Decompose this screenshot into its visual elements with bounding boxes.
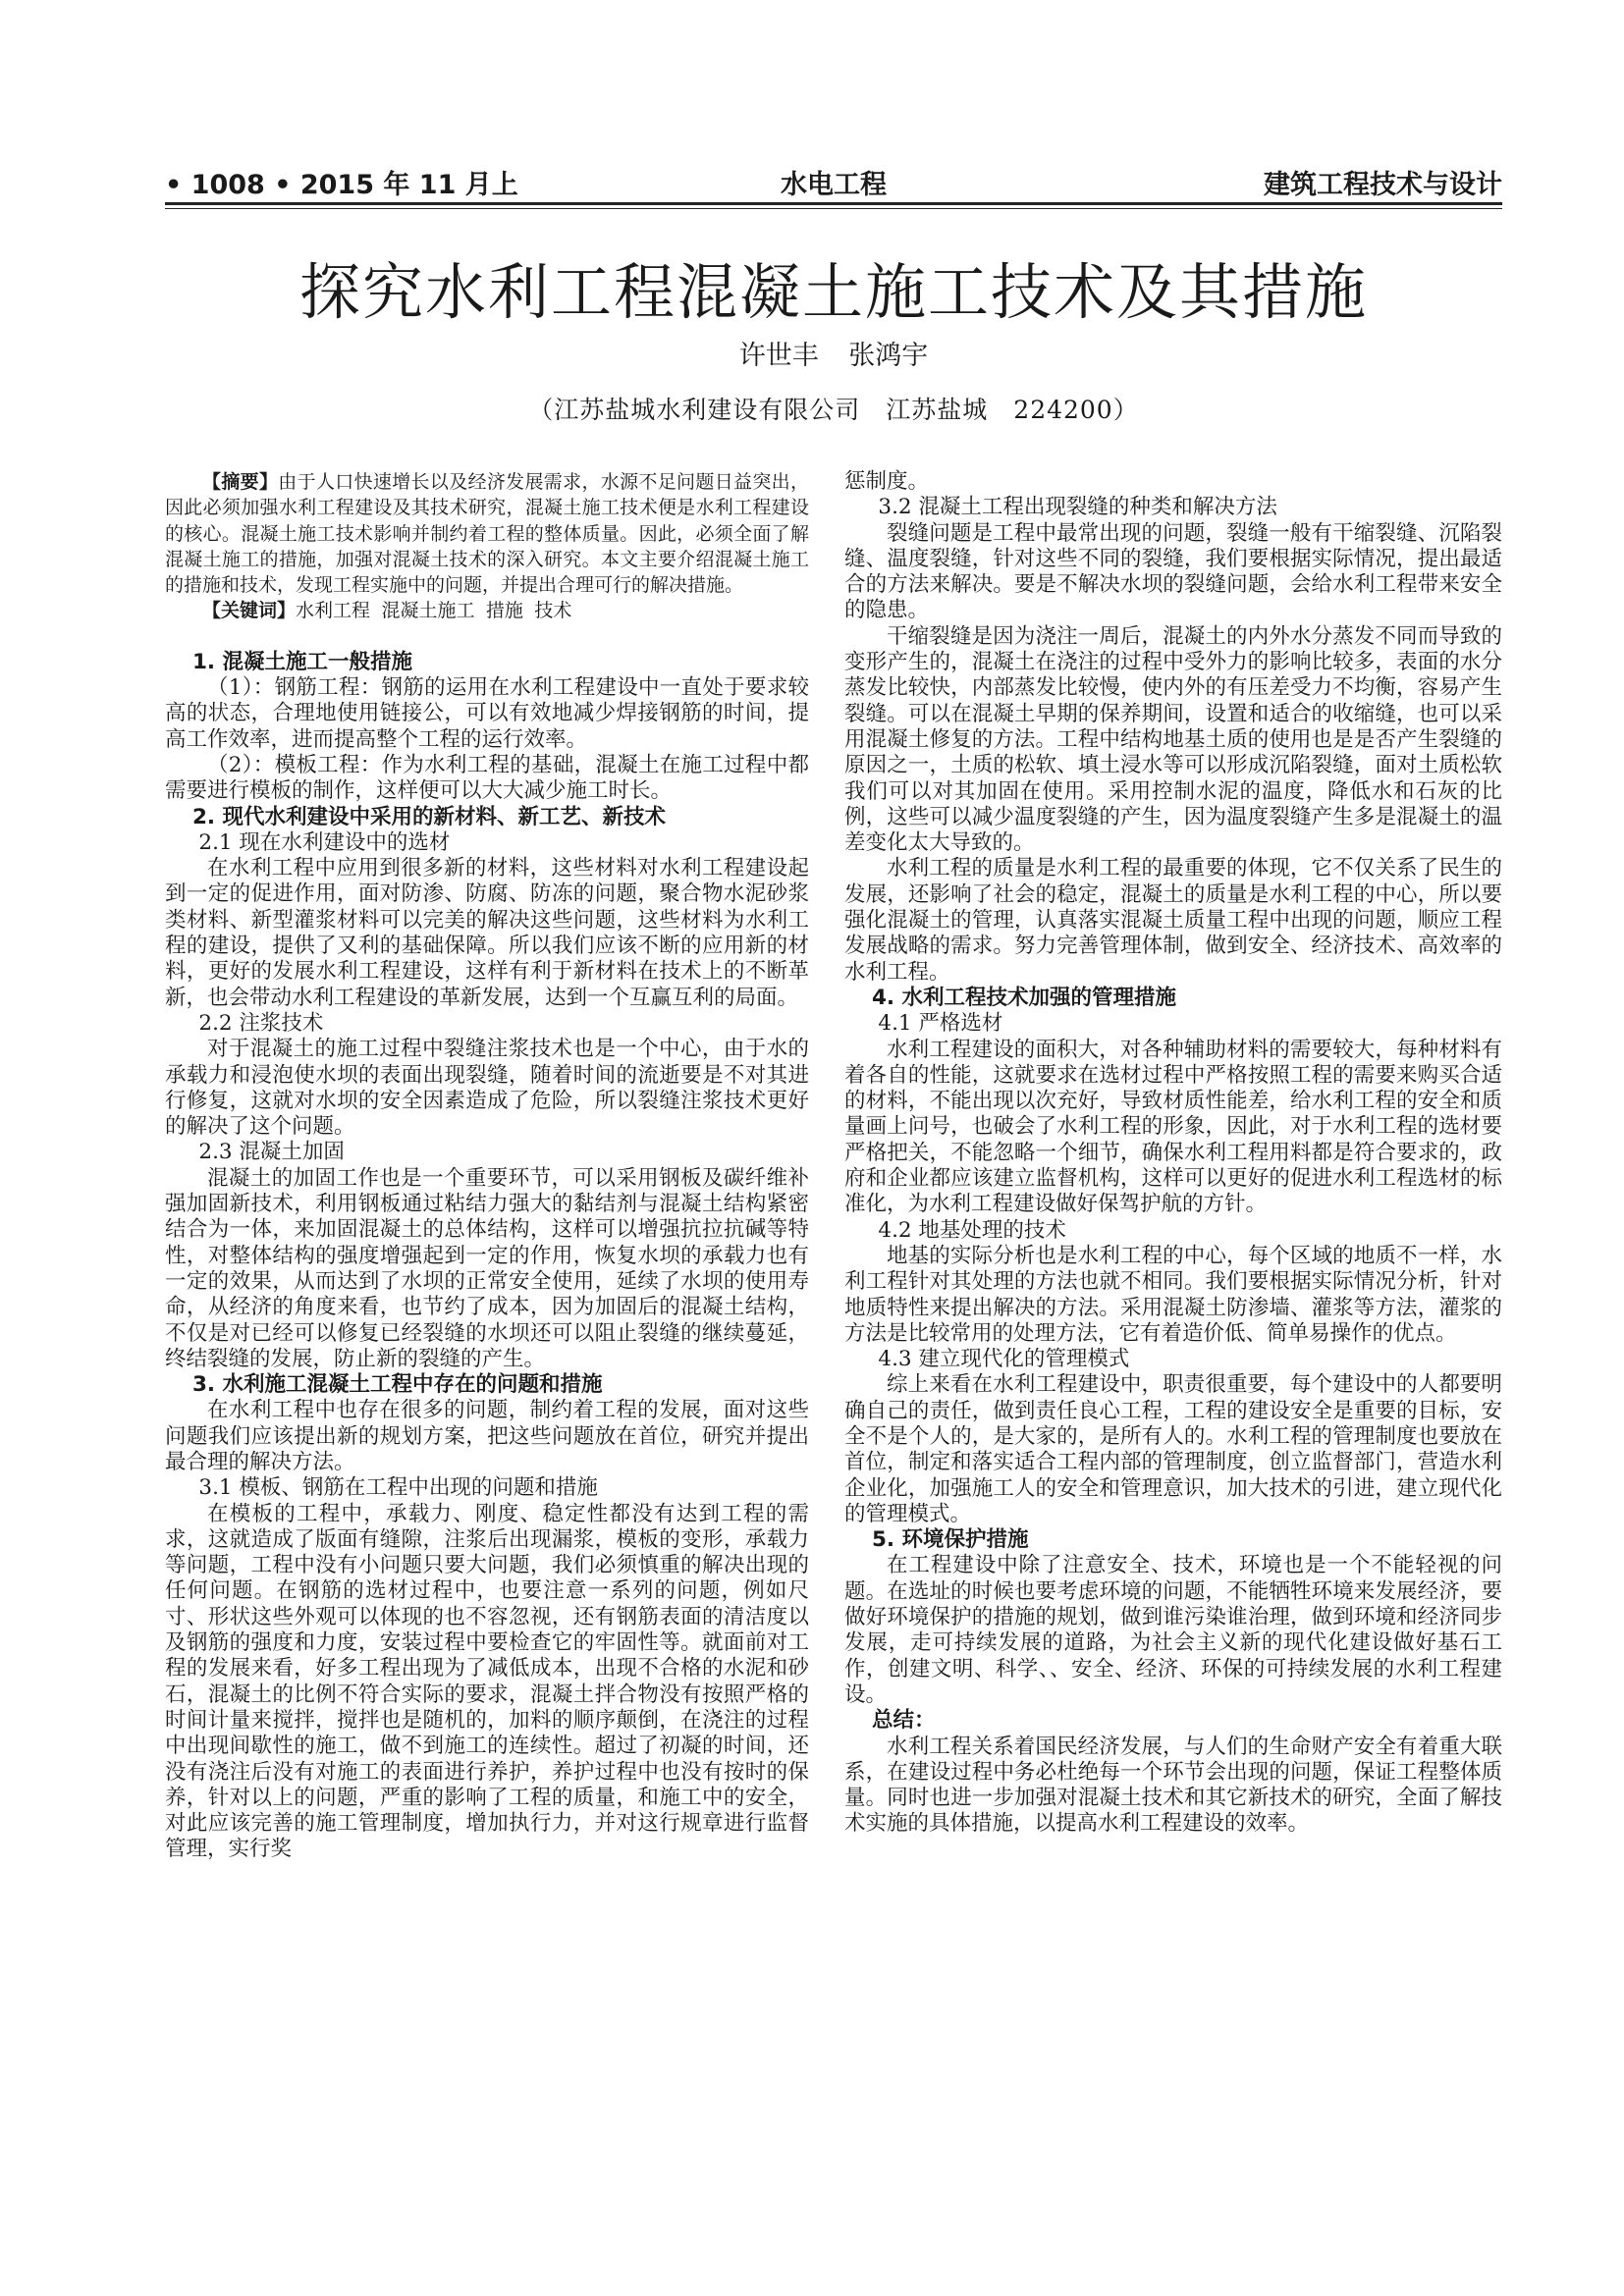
paragraph: 对于混凝土的施工过程中裂缝注浆技术也是一个中心，由于水的承载力和浸泡使水坝的表面出现裂缝，随着时间的流逝要是不对其进行修复，这就对水坝的安全因素造成了危险，所以裂缝注浆技术更好的解决了这个问题。 [165,1037,809,1140]
paragraph: 水利工程的质量是水利工程的最重要的体现，它不仅关系了民生的发展，还影响了社会的稳定，混凝土的质量是水利工程的中心，所以要强化混凝土的管理，认真落实混凝土质量工程中出现的问题，顺应工程发展战略的需求。努力完善管理体制，做到安全、经济技术、高效率的水利工程。 [844,856,1502,985]
right-column [844,469,1502,1838]
running-header [165,157,1502,200]
affiliation: （江苏盐城水利建设有限公司 江苏盐城 224200） [528,396,1139,424]
paper-title: 探究水利工程混凝土施工技术及其措施 [298,256,1368,328]
paragraph: （1）：钢筋工程：钢筋的运用在水利工程建设中一直处于要求较高的状态，合理地使用链接公，可以有效地减少焊接钢筋的时间，提高工作效率，进而提高整个工程的运行效率。 [165,675,809,752]
header-rule-thin [165,208,1502,209]
paragraph: 水利工程建设的面积大，对各种辅助材料的需要较大，每种材料有着各自的性能，这就要求在选材过程中严格按照工程的需要来购买合适的材料，不能出现以次充好，导致材质性能差，给水利工程的安全和质量画上问号，也破会了水利工程的形象，因此，对于水利工程的选材要严格把关，不能忽略一个细节，确保水利工程用料都是符合要求的，政府和企业都应该建立监督机构，这样可以更好的促进水利工程选材的标准化，为水利工程建设做好保驾护航的方针。 [844,1037,1502,1217]
subsection-heading: 4.1 严格选材 [878,1011,1003,1037]
subsection-heading: 3.2 混凝土工程出现裂缝的种类和解决方法 [878,495,1277,520]
paragraph: 在水利工程中也存在很多的问题，制约着工程的发展，面对这些问题我们应该提出新的规划方案，把这些问题放在首位，研究并提出最合理的解决方法。 [165,1398,809,1474]
subsection-heading: 4.3 建立现代化的管理模式 [878,1347,1130,1372]
header-rule-thick [165,202,1502,205]
keywords-text: 水利工程 混凝土施工 措施 技术 [296,600,572,622]
journal-name: 水电工程 [781,170,887,200]
paragraph: 在水利工程中应用到很多新的材料，这些材料对水利工程建设起到一定的促进作用，面对防渗、防腐、防冻的问题，聚合物水泥砂浆类材料、新型灌浆材料可以完美的解决这些问题，这些材料为水利工程的建设，提供了又利的基础保障。所以我们应该不断的应用新的材料，更好的发展水利工程建设，这样有利于新材料在技术上的不断革新，也会带动水利工程建设的革新发展，达到一个互赢互利的局面。 [165,856,809,1010]
section-heading: 2. 现代水利建设中采用的新材料、新工艺、新技术 [191,804,667,829]
section-heading: 1. 混凝土施工一般措施 [191,649,413,674]
paragraph: 地基的实际分析也是水利工程的中心，每个区域的地质不一样，水利工程针对其处理的方法也就不相同。我们要根据实际情况分析，针对地质特性来提出解决的方法。采用混凝土防渗墙、灌浆等方法，灌浆的方法是比较常用的处理方法，它有着造价低、简单易操作的优点。 [844,1243,1502,1346]
abstract-label: 【摘要】 [202,471,279,493]
subsection-heading: 4.2 地基处理的技术 [878,1217,1066,1243]
keywords [165,598,809,623]
abstract [165,469,809,598]
paragraph: 在工程建设中除了注意安全、技术，环境也是一个不能轻视的问题。在选址的时候也要考虑环境的问题，不能牺牲环境来发展经济，要做好环境保护的措施的规划，做到谁污染谁治理，做到环境和经济同步发展，走可持续发展的道路，为社会主义新的现代化建设做好基石工作，创建文明、科学、、安全、经济、环保的可持续发展的水利工程建设。 [844,1553,1502,1707]
summary-heading: 总结： [871,1708,936,1734]
abstract-text: 由于人口快速增长以及经济发展需求，水源不足问题日益突出，因此必须加强水利工程建设及其技术研究，混凝土施工技术便是水利工程建设的核心。混凝土施工技术影响并制约着工程的整体质量。因此，必须全面了解混凝土施工的措施，加强对混凝土技术的深入研究。本文主要介绍混凝土施工的措施和技术，发现工程实施中的问题，并提出合理可行的解决措施。 [165,471,809,597]
paragraph: 混凝土的加固工作也是一个重要环节，可以采用钢板及碳纤维补强加固新技术，利用钢板通过粘结力强大的黏结剂与混凝土结构紧密结合为一体，来加固混凝土的总体结构，这样可以增强抗拉抗碱等特性，对整体结构的强度增强起到一定的作用，恢复水坝的承载力也有一定的效果，从而达到了水坝的正常安全使用，延续了水坝的使用寿命，从经济的角度来看，也节约了成本，因为加固后的混凝土结构，不仅是对已经可以修复已经裂缝的水坝还可以阻止裂缝的继续蔓延，终结裂缝的发展，防止新的裂缝的产生。 [165,1165,809,1371]
section-heading: 4. 水利工程技术加强的管理措施 [871,985,1177,1010]
paragraph: （2）：模板工程：作为水利工程的基础，混凝土在施工过程中都需要进行模板的制作，这样便可以大大减少施工时长。 [165,752,809,804]
paragraph: 在模板的工程中，承载力、刚度、稳定性都没有达到工程的需求，这就造成了版面有缝隙，注浆后出现漏浆，模板的变形，承载力等问题，工程中没有小问题只要大问题，我们必须慎重的解决出现的任何问题。在钢筋的选材过程中，也要注意一系列的问题，例如尺寸、形状这些外观可以体现的也不容忽视，还有钢筋表面的清洁度以及钢筋的强度和力度，安装过程中要检查它的牢固性等。就面前对工程的发展来看，好多工程出现为了减低成本，出现不合格的水泥和砂石，混凝土的比例不符合实际的要求，混凝土拌合物没有按照严格的时间计量来搅拌，搅拌也是随机的，加料的顺序颠倒，在浇注的过程中出现间歇性的施工，做不到施工的连续性。超过了初凝的时间，还没有浇注后没有对施工的表面进行养护，养护过程中也没有按时的保养，针对以上的问题，严重的影响了工程的质量，和施工中的安全，对此应该完善的施工管理制度，增加执行力，并对这行规章进行监督管理，实行奖 [165,1501,809,1862]
paragraph-continued: 惩制度。 [844,469,930,494]
keywords-label: 【关键词】 [202,600,297,622]
paragraph: 裂缝问题是工程中最常出现的问题，裂缝一般有干缩裂缝、沉陷裂缝、温度裂缝，针对这些不同的裂缝，我们要根据实际情况，提出最适合的方法来解决。要是不解决水坝的裂缝问题，会给水利工程带来安全的隐患。 [844,520,1502,623]
section-heading: 5. 环境保护措施 [871,1527,1029,1553]
subsection-heading: 2.1 现在水利建设中的选材 [198,829,451,855]
left-column [165,469,809,1863]
subsection-heading: 2.3 混凝土加固 [198,1140,345,1165]
spacer [165,624,809,650]
authors: 许世丰 张鸿宇 [738,341,929,371]
paragraph: 水利工程关系着国民经济发展，与人们的生命财产安全有着重大联系，在建设过程中务必杜绝每一个环节会出现的问题，保证工程整体质量。同时也进一步加强对混凝土技术和其它新技术的研究，全面了解技术实施的具体措施，以提高水利工程建设的效率。 [844,1734,1502,1837]
page-number-date: • 1008 • 2015 年 11 月上 [165,170,518,200]
paragraph: 综上来看在水利工程建设中，职责很重要，每个建设中的人都要明确自己的责任，做到责任良心工程，工程的建设安全是重要的目标，安全不是个人的，是大家的，是所有人的。水利工程的管理制度也要放在首位，制定和落实适合工程内部的管理制度，创立监督部门，营造水利企业化，加强施工人的安全和管理意识，加大技术的引进，建立现代化的管理模式。 [844,1372,1502,1526]
section-name: 建筑工程技术与设计 [1264,170,1502,200]
subsection-heading: 3.1 模板、钢筋在工程中出现的问题和措施 [198,1475,598,1501]
section-heading: 3. 水利施工混凝土工程中存在的问题和措施 [191,1372,603,1398]
paragraph: 干缩裂缝是因为浇注一周后，混凝土的内外水分蒸发不同而导致的变形产生的，混凝土在浇注的过程中受外力的影响比较多，表面的水分蒸发比较快，内部蒸发比较慢，使内外的有压差受力不均衡，容易产生裂缝。可以在混凝土早期的保养期间，设置和适合的收缩缝，也可以采用混凝土修复的方法。工程中结构地基土质的使用也是是否产生裂缝的原因之一，土质的松软、填土浸水等可以形成沉陷裂缝，面对土质松软我们可以对其加固在使用。采用控制水泥的温度，降低水和石灰的比例，这些可以减少温度裂缝的产生，因为温度裂缝产生多是混凝土的温差变化太大导致的。 [844,623,1502,856]
subsection-heading: 2.2 注浆技术 [198,1010,324,1036]
